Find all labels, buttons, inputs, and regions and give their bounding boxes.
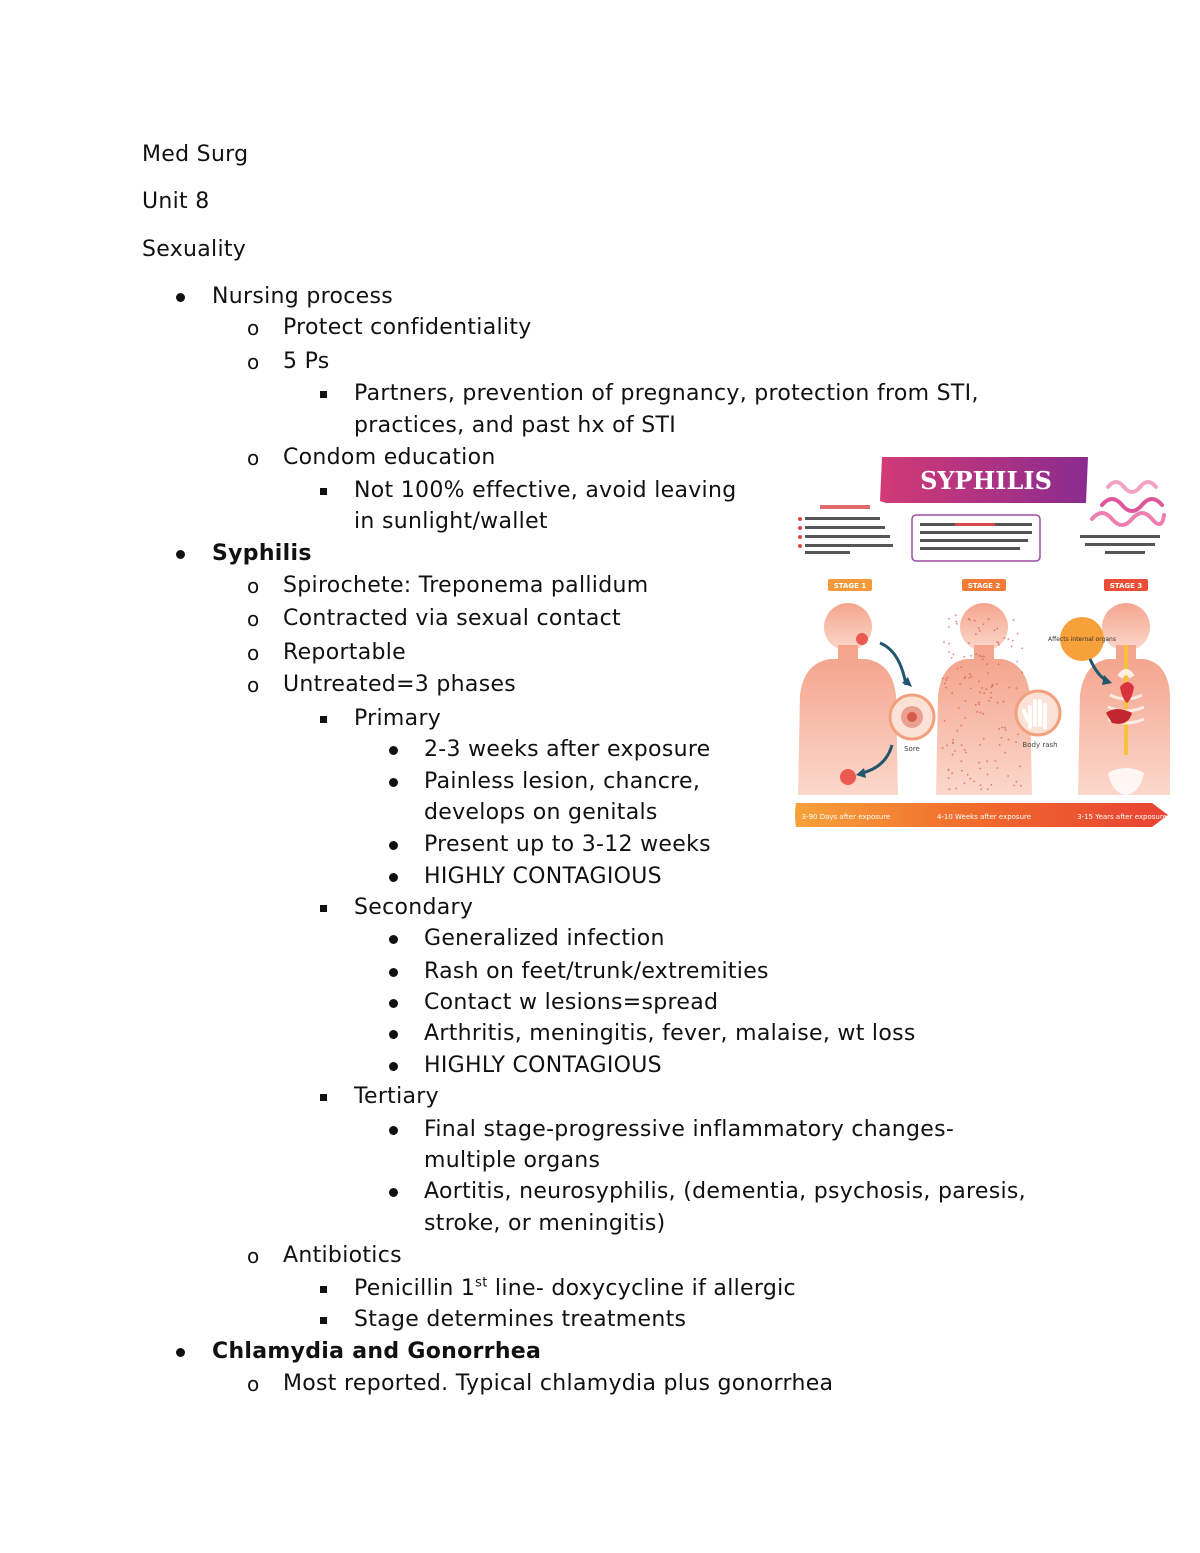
text-segment: line- doxycycline if allergic (487, 1276, 796, 1301)
list-item-continuation: multiple organs (424, 1148, 601, 1173)
list-item: Untreated=3 phases (283, 672, 517, 697)
section-heading-syphilis: Syphilis (212, 541, 312, 566)
body-figure-stage-2 (936, 603, 1032, 795)
list-item: Spirochete: Treponema pallidum (283, 573, 649, 598)
list-item: 5 Ps (283, 349, 330, 374)
bullet-square-icon (320, 905, 327, 912)
bullet-disc-icon (389, 746, 398, 755)
bullet-square-icon (320, 391, 327, 398)
list-item: Final stage-progressive inflammatory changes- (424, 1117, 955, 1142)
list-item-penicillin (354, 1273, 796, 1305)
bullet-disc-icon (389, 841, 398, 850)
syphilis-infographic (790, 455, 1170, 835)
bullet-disc-icon (176, 293, 185, 302)
list-item-continuation: practices, and past hx of STI (354, 413, 677, 438)
infographic-title: SYPHILIS (920, 466, 1052, 495)
bullet-disc-icon (389, 968, 398, 977)
list-item: Antibiotics (283, 1243, 402, 1268)
bullet-disc-icon (389, 778, 398, 787)
bullet-circle-icon: o (247, 607, 260, 631)
list-item: Stage determines treatments (354, 1307, 687, 1332)
bullet-disc-icon (389, 1030, 398, 1039)
doc-topic: Sexuality (142, 237, 247, 262)
list-item: Not 100% effective, avoid leaving (354, 478, 737, 503)
body-figure-stage-1 (798, 603, 898, 795)
list-item: Secondary (354, 895, 474, 920)
description-box (912, 515, 1040, 561)
list-item: Rash on feet/trunk/extremities (424, 959, 769, 984)
list-item: Contact w lesions=spread (424, 990, 719, 1015)
list-item-continuation: stroke, or meningitis) (424, 1211, 666, 1236)
list-item: Arthritis, meningitis, fever, malaise, wt loss (424, 1021, 916, 1046)
svg-text:STAGE 3: STAGE 3 (1109, 582, 1143, 590)
list-item-continuation: develops on genitals (424, 800, 658, 825)
bullet-square-icon (320, 716, 327, 723)
bullet-disc-icon (389, 1126, 398, 1135)
list-item: HIGHLY CONTAGIOUS (424, 1053, 662, 1078)
text-segment: Penicillin 1 (354, 1276, 476, 1301)
timeline-label-3: 3-15 Years after exposure (1077, 813, 1167, 821)
bullet-square-icon (320, 1317, 327, 1324)
list-item: HIGHLY CONTAGIOUS (424, 864, 662, 889)
stage-tag-3 (1104, 579, 1148, 591)
doc-unit: Unit 8 (142, 189, 210, 214)
bullet-disc-icon (389, 999, 398, 1008)
superscript: st (475, 1275, 488, 1291)
list-item: Condom education (283, 445, 496, 470)
timeline-label-2: 4-10 Weeks after exposure (936, 813, 1032, 821)
list-item: Nursing process (212, 284, 393, 309)
bullet-square-icon (320, 488, 327, 495)
stage-tag-2 (962, 579, 1006, 591)
list-item: Aortitis, neurosyphilis, (dementia, psychosis, paresis, (424, 1179, 1026, 1204)
list-item-continuation: in sunlight/wallet (354, 509, 548, 534)
bullet-circle-icon: o (247, 316, 260, 340)
doc-title: Med Surg (142, 142, 249, 167)
bullet-disc-icon (389, 935, 398, 944)
bullet-circle-icon: o (247, 350, 260, 374)
risk-factors-list (798, 505, 893, 554)
list-item: Primary (354, 706, 442, 731)
bullet-disc-icon (176, 550, 185, 559)
bullet-disc-icon (389, 1062, 398, 1071)
bullet-circle-icon: o (247, 641, 260, 665)
body-rash-icon (1016, 691, 1060, 749)
bullet-circle-icon: o (247, 1372, 260, 1396)
list-item: 2-3 weeks after exposure (424, 737, 711, 762)
bullet-disc-icon (176, 1348, 185, 1357)
bullet-square-icon (320, 1286, 327, 1293)
list-item: Protect confidentiality (283, 315, 532, 340)
list-item: Most reported. Typical chlamydia plus gonorrhea (283, 1371, 834, 1396)
section-heading-chlamydia: Chlamydia and Gonorrhea (212, 1339, 542, 1364)
list-item: Reportable (283, 640, 407, 665)
bacteria-icon (1092, 482, 1164, 525)
svg-text:STAGE 1: STAGE 1 (833, 582, 867, 590)
svg-text:STAGE 2: STAGE 2 (967, 582, 1001, 590)
list-item: Generalized infection (424, 926, 665, 951)
list-item: Partners, prevention of pregnancy, protection from STI, (354, 381, 979, 406)
bullet-disc-icon (389, 873, 398, 882)
list-item: Present up to 3-12 weeks (424, 832, 711, 857)
list-item: Contracted via sexual contact (283, 606, 621, 631)
bullet-disc-icon (389, 1188, 398, 1197)
bullet-circle-icon: o (247, 446, 260, 470)
timeline-label-1: 3-90 Days after exposure (801, 813, 891, 821)
bullet-circle-icon: o (247, 574, 260, 598)
stage-tag-1 (828, 579, 872, 591)
bullet-square-icon (320, 1094, 327, 1101)
list-item: Painless lesion, chancre, (424, 769, 701, 794)
bullet-circle-icon: o (247, 673, 260, 697)
svg-text:Sore: Sore (904, 745, 920, 753)
svg-text:Body rash: Body rash (1022, 741, 1058, 749)
svg-text:Affects internal organs: Affects internal organs (1048, 636, 1116, 643)
bullet-circle-icon: o (247, 1244, 260, 1268)
list-item: Tertiary (354, 1084, 439, 1109)
